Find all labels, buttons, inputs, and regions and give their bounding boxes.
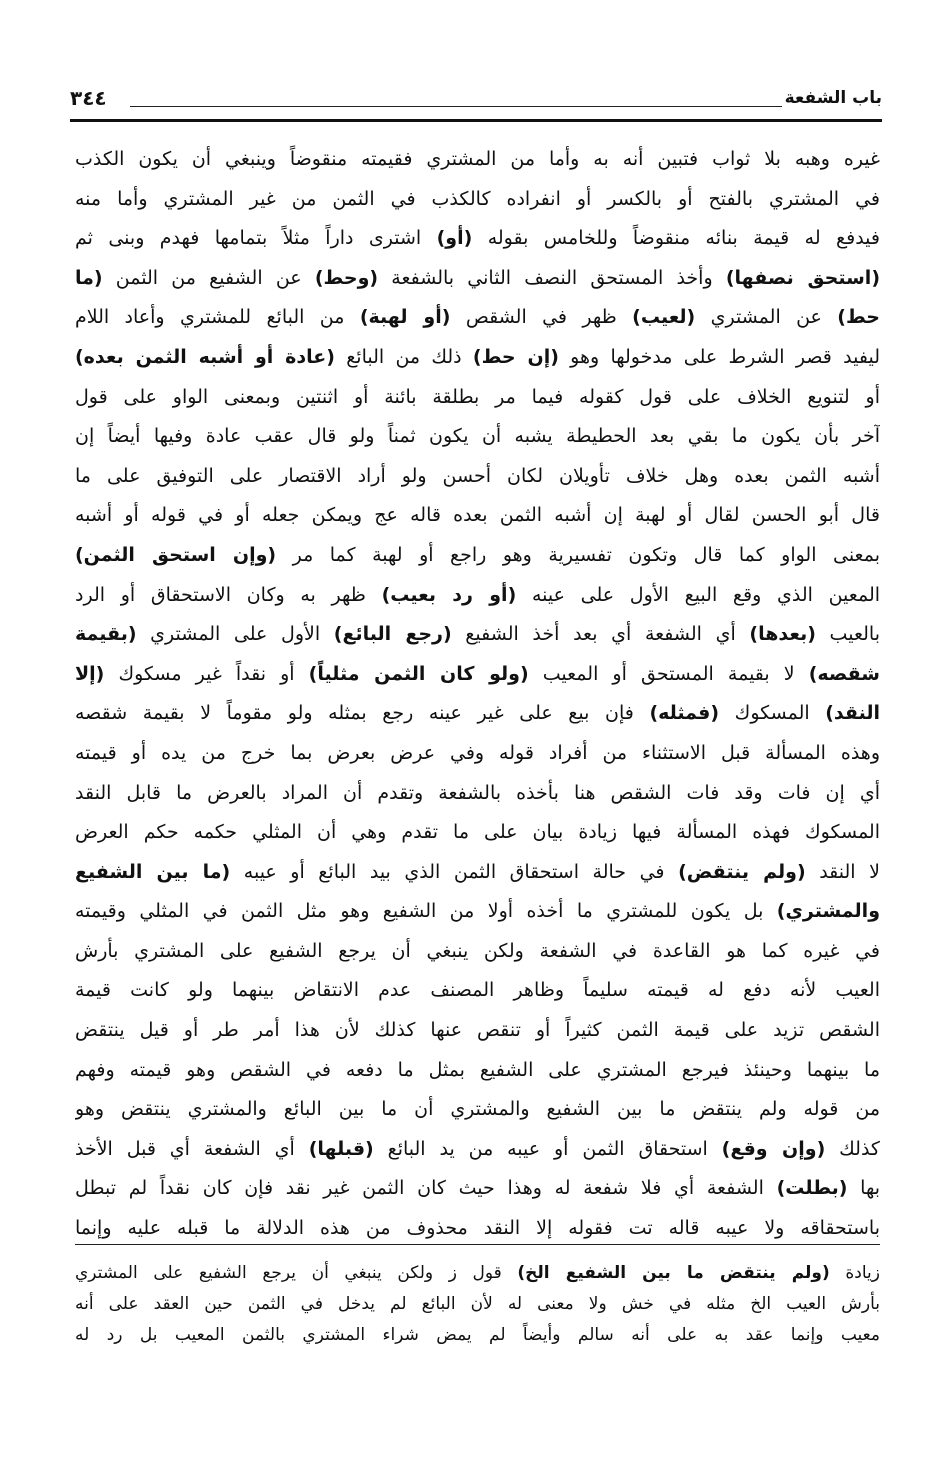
bold-matn-text: (عادة أو أشبه الثمن بعده): [75, 345, 335, 368]
text-line: [75, 813, 880, 853]
text-line: [75, 298, 880, 338]
chapter-title: باب الشفعة: [784, 88, 882, 108]
footnotes: [75, 1258, 880, 1351]
commentary-text: قال أبو الحسن لقال أو لهبة إن أشبه الثمن بعده قاله عج ويمكن جعله أو في قوله أو أشبه: [75, 504, 880, 527]
bold-matn-text: (بعدها): [749, 623, 816, 646]
bold-matn-text: (ولم ينتقض): [678, 860, 806, 883]
commentary-text: ظهر به وكان الاستحقاق أو الرد: [75, 583, 382, 606]
commentary-text: بأرش العيب الخ مثله في خش ولا معنى له لأن البائع لم يدخل في الثمن حين العقد على أنه: [75, 1294, 880, 1314]
bold-matn-text: (أو رد بعيب): [381, 583, 517, 606]
commentary-text: فيدفع له قيمة بنائه منقوضاً وللخامس بقوله: [472, 227, 880, 250]
commentary-text: معيب وإنما عقد به على أنه سالم وأيضاً لم يمض شراء المشتري بالثمن المعيب بل رد له: [75, 1325, 880, 1345]
text-line: [75, 932, 880, 972]
bold-matn-text: (ما: [75, 266, 103, 289]
commentary-text: من قوله ولم ينتقض ما بين الشفيع والمشتري أن ما بين البائع والمشتري ينتقض وهو: [75, 1098, 880, 1121]
footnote-line: [75, 1320, 880, 1351]
commentary-text: أو نقداً غير مسكوك: [104, 662, 309, 685]
commentary-text: وهذه المسألة قبل الاستثناء من أفراد قوله وفي عرض بعرض بما خرج من يده أو قيمته: [75, 741, 880, 764]
bold-matn-text: (إن حط): [472, 345, 559, 368]
text-line: [75, 496, 880, 536]
footnote-separator: [75, 1244, 880, 1245]
bold-matn-text: (وإن استحق الثمن): [75, 543, 277, 566]
text-line: [75, 1011, 880, 1051]
commentary-text: الأول على المشتري: [136, 623, 334, 646]
text-line: [75, 1209, 880, 1249]
bold-matn-text: (ما بين الشفيع: [75, 860, 231, 883]
page-header: [70, 86, 882, 122]
bold-matn-text: (لعيب): [632, 306, 696, 329]
text-line: [75, 378, 880, 418]
text-line: [75, 219, 880, 259]
text-line: [75, 259, 880, 299]
text-line: [75, 694, 880, 734]
commentary-text: المسكوك فهذه المسألة فيها زيادة بيان على ما تقدم وهي أن المثلي حكمه حكم العرض: [75, 821, 880, 844]
header-rule: [70, 119, 882, 122]
text-line: [75, 338, 880, 378]
commentary-text: غيره وهبه بلا ثواب فتبين أنه به وأما من المشتري فقيمته منقوضاً وينبغي أن يكون الكذب: [75, 148, 880, 170]
bold-matn-text: (أو): [436, 227, 473, 250]
footnote-line: [75, 1258, 880, 1289]
bold-matn-text: (أو لهبة): [359, 306, 451, 329]
commentary-text: الشفعة أي فلا شفعة له وهذا حيث كان الثمن غير نقد فإن كان نقداً لم تبطل: [75, 1177, 777, 1200]
commentary-text: عن المشتري: [695, 306, 838, 329]
text-line: [75, 576, 880, 616]
commentary-text: أشبه الثمن بعده وهل خلاف تأويلان لكان أحسن ولو أراد الاقتصار على التوفيق على ما: [75, 464, 880, 487]
text-line: [75, 853, 880, 893]
page-number: ٣٤٤: [70, 86, 107, 110]
text-line: [75, 180, 880, 220]
commentary-text: أي إن فات وقد فات الشقص هنا بأخذه بالشفعة وتقدم أن المراد بالعرض ما قابل النقد: [75, 781, 880, 804]
bold-matn-text: (وإن وقع): [721, 1137, 826, 1160]
commentary-text: في غيره كما هو القاعدة في الشفعة ولكن ينبغي أن يرجع الشفيع على المشتري بأرش: [75, 939, 880, 962]
commentary-text: ما بينهما وحينئذ فيرجع المشتري على الشفيع بمثل ما دفعه في الشقص وهو قيمته وفهم: [75, 1058, 880, 1081]
commentary-text: ذلك من البائع: [334, 345, 473, 368]
bold-matn-text: (إلا: [75, 662, 105, 685]
commentary-text: بمعنى الواو كما قال وتكون تفسيرية وهو راجع أو لهبة كما مر: [276, 543, 880, 566]
bold-matn-text: النقد): [825, 702, 880, 725]
commentary-text: آخر بأن يكون ما بقي بعد الحطيطة يشبه أن يكون ثمناً ولو قال عقب عادة وفيها أيضاً إن: [75, 425, 880, 448]
bold-matn-text: (ولم ينتقض ما بين الشفيع الخ): [517, 1263, 830, 1283]
commentary-text: من البائع للمشتري وأعاد اللام: [75, 306, 360, 329]
commentary-text: في المشتري بالفتح أو بالكسر أو انفراده كالكذب في الثمن من غير المشتري وأما منه: [75, 187, 880, 210]
commentary-text: العيب لأنه دفع له قيمته سليماً وظاهر المصنف عدم الانتقاض بينهما ولو كانت قيمة: [75, 979, 880, 1002]
commentary-text: كذلك: [825, 1137, 880, 1160]
commentary-text: في حالة استحقاق الثمن الذي بيد البائع أو عيبه: [230, 860, 679, 883]
commentary-text: لا بقيمة المستحق أو المعيب: [528, 662, 809, 685]
commentary-text: بل يكون للمشتري ما أخذه أولا من الشفيع وهو مثل الثمن في المثلي وقيمته: [75, 900, 777, 923]
commentary-text: استحقاق الثمن أو عيبه من يد البائع: [373, 1137, 722, 1160]
text-line: [75, 615, 880, 655]
commentary-text: ظهر في الشقص: [450, 306, 633, 329]
text-line: [75, 734, 880, 774]
bold-matn-text: (ولو كان الثمن مثلياً): [308, 662, 529, 685]
commentary-text: لا النقد: [805, 860, 880, 883]
header-divider: [130, 106, 782, 107]
commentary-text: باستحقاقه ولا عيبه قاله تت فقوله إلا النقد محذوف من هذه الدلالة ما قبله عليه وإنما: [75, 1217, 880, 1240]
text-line: [75, 140, 880, 180]
text-line: [75, 417, 880, 457]
commentary-text: الشقص تزيد على قيمة الثمن كثيراً أو تنقص عنها كذلك لأن هذا أمر طر أو قيل ينتقض: [75, 1019, 880, 1042]
bold-matn-text: شقصه): [808, 662, 880, 685]
commentary-text: ليفيد قصر الشرط على مدخولها وهو: [558, 345, 880, 368]
footnote-line: [75, 1289, 880, 1320]
commentary-text: فإن بيع على غير عينه رجع بمثله ولو مقوماً لا بقيمة شقصه: [75, 702, 650, 725]
main-text: [75, 140, 880, 1249]
commentary-text: بها: [847, 1177, 880, 1200]
text-line: [75, 457, 880, 497]
commentary-text: زيادة: [829, 1263, 880, 1283]
commentary-text: المسكوك: [719, 702, 826, 725]
commentary-text: اشترى داراً مثلاً بتمامها فهدم وبنى ثم: [75, 227, 437, 250]
text-line: [75, 536, 880, 576]
text-line: [75, 971, 880, 1011]
commentary-text: أو لتنويع الخلاف على قول كقوله فيما مر بطلقة بائنة أو اثنتين وبمعنى الواو على قول: [75, 385, 880, 408]
text-line: [75, 774, 880, 814]
bold-matn-text: (وحط): [314, 266, 379, 289]
commentary-text: المعين الذي وقع البيع الأول على عينه: [516, 583, 880, 606]
bold-matn-text: (بقيمة: [75, 623, 137, 646]
commentary-text: أي الشفعة أي قبل الأخذ: [75, 1137, 309, 1160]
text-line: [75, 892, 880, 932]
bold-matn-text: والمشتري): [776, 900, 880, 923]
text-line: [75, 1051, 880, 1091]
bold-matn-text: (قبلها): [308, 1137, 374, 1160]
bold-matn-text: (بطلت): [776, 1177, 848, 1200]
text-line: [75, 1169, 880, 1209]
bold-matn-text: (رجع البائع): [333, 623, 452, 646]
bold-matn-text: (فمثله): [649, 702, 720, 725]
commentary-text: قول ز ولكن ينبغي أن يرجع الشفيع على المشتري: [75, 1263, 518, 1283]
commentary-text: أي الشفعة أي بعد أخذ الشفيع: [451, 623, 750, 646]
text-line: [75, 1090, 880, 1130]
text-line: [75, 655, 880, 695]
commentary-text: عن الشفيع من الثمن: [102, 266, 315, 289]
commentary-text: بالعيب: [815, 623, 880, 646]
bold-matn-text: حط): [837, 306, 880, 329]
bold-matn-text: (استحق نصفها): [725, 266, 880, 289]
text-line: [75, 1130, 880, 1170]
commentary-text: وأخذ المستحق النصف الثاني بالشفعة: [378, 266, 726, 289]
